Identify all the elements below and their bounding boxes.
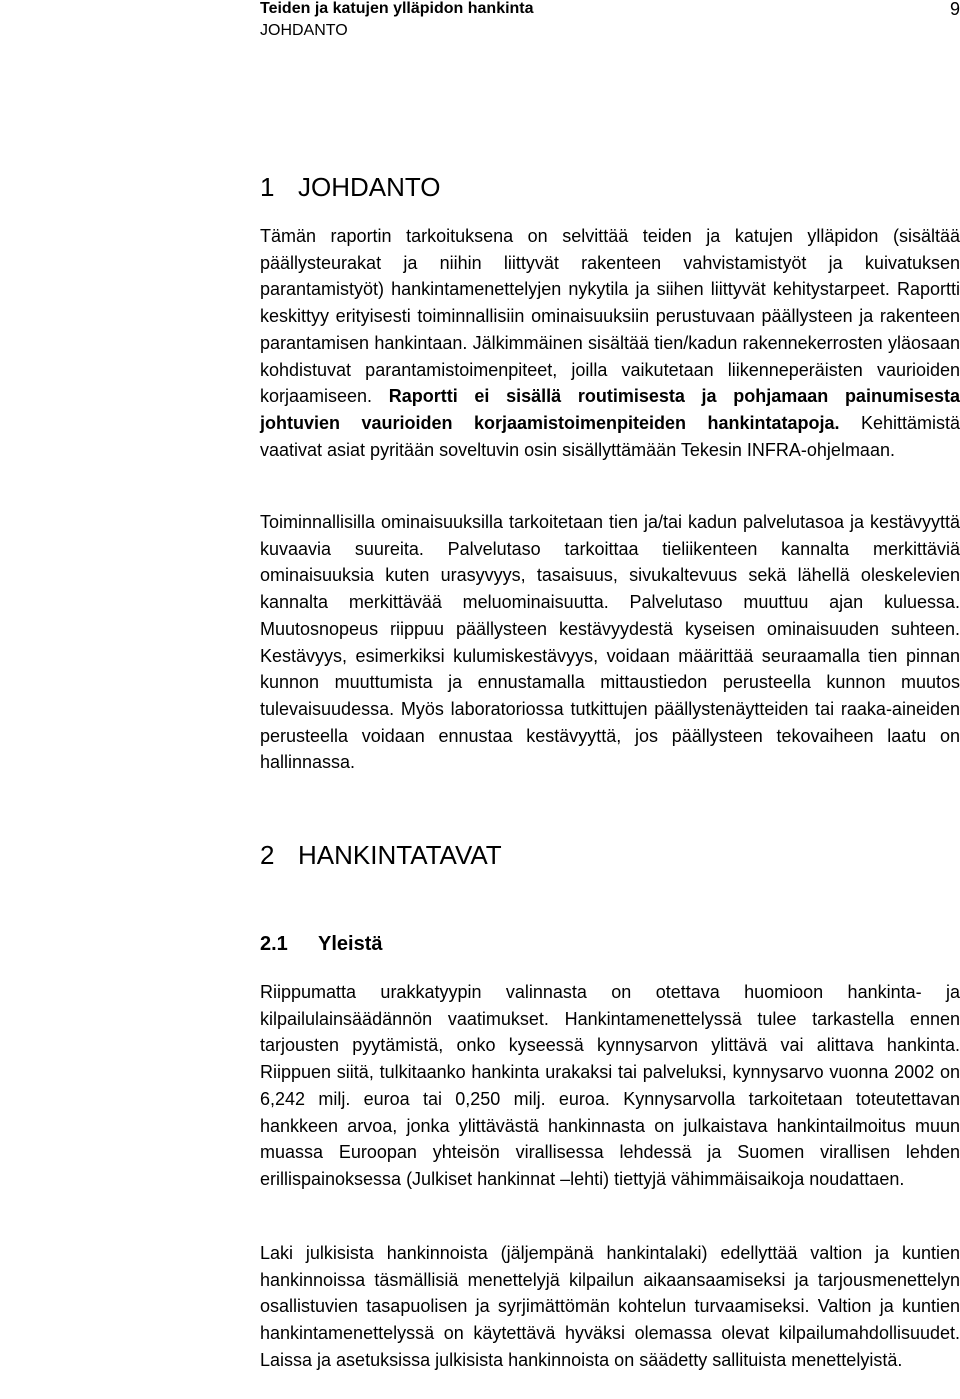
section-2-1-paragraph-2 bbox=[260, 1240, 960, 1374]
header-section: JOHDANTO bbox=[260, 22, 348, 39]
page-number: 9 bbox=[949, 0, 960, 19]
section-1-p1-text-c: Kehittämistä vaativat asiat pyritään soveltuvin osin sisällyttämään Tekesin INFRA-ohjelmaan. bbox=[260, 412, 960, 460]
section-1-p1-bold-text: Raportti ei sisällä routimisesta ja pohjamaan painumisesta johtuvien vaurioiden korjaamistoimenpiteiden hankintatapoja. bbox=[260, 386, 960, 433]
section-1-p2-text: Toiminnallisilla ominaisuuksilla tarkoitetaan tien ja/tai kadun palvelutasoa ja kestävyyttä kuvaavia suureita. Palvelutaso tarkoittaa tieliikenteen kannalta merkittäviä ominaisuuksia kuten urasyvyys, tasaisuus, sivukaltevuus sekä lähellä oleskelevien kannalta merkittävää meluominaisuutta. Palvelutaso muuttuu ajan kuluessa. Muutosnopeus riippuu päällysteen kestävyydestä kyseisen ominaisuuden suhteen. Kestävyys, esimerkiksi kulumiskestävyys, voidaan määrittää seuraamalla tien pinnan kunnon muuttumista ja ennustamalla mittaustiedon perusteella kunnon muutos tulevaisuudessa. Myös laboratoriossa tutkittujen päällystenäytteiden tai raaka-aineiden perusteella voidaan ennustaa kestävyyttä, jos päällysteen tekovaiheen laatu on hallinnassa. bbox=[260, 512, 960, 773]
section-2-number: 2 bbox=[260, 840, 275, 870]
page-header bbox=[260, 0, 960, 44]
section-2-1-paragraph-1 bbox=[260, 979, 960, 1193]
section-1-heading bbox=[260, 172, 960, 202]
header-title: Teiden ja katujen ylläpidon hankinta bbox=[260, 0, 534, 17]
section-2-1-p1-text: Riippumatta urakkatyypin valinnasta on otettava huomioon hankinta- ja kilpailulainsäädännön vaatimukset. Hankintamenettelyssä tulee tarkastella ennen tarjousten pyytämistä, onko kyseessä kynnysarvon ylittävä vai alittava hankinta. Riippuen siitä, tulkitaanko hankinta urakaksi tai palveluksi, kynnysarvo vuonna 2002 on 6,242 milj. euroa tai 0,250 milj. euroa. Kynnysarvolla tarkoitetaan toteutettavan hankkeen arvoa, jonka ylittävästä hankinnasta on julkaistava hankintailmoitus muun muassa Euroopan yhteisön virallisessa lehdessä ja Suomen virallisen lehden erillispainoksessa (Julkiset hankinnat –lehti) tiettyjä vähimmäisaikoja noudattaen. bbox=[260, 982, 960, 1189]
section-2-1-p2-text: Laki julkisista hankinnoista (jäljempänä hankintalaki) edellyttää valtion ja kuntien hankinnoissa täsmällisiä menettelyjä kilpailun aikaansaamiseksi ja tarjousmenettelyn osallistuvien tasapuolisen ja syrjimättömän kohtelun turvaamiseksi. Valtion ja kuntien hankintamenettelyssä on käytettävä hyväksi olemassa olevat kilpailumahdollisuudet. Laissa ja asetuksissa julkisista hankinnoista on säädetty sallituista menettelyistä. bbox=[260, 1243, 960, 1370]
section-2-1-title: Yleistä bbox=[318, 933, 383, 955]
section-1-number: 1 bbox=[260, 172, 275, 202]
section-2-1-heading bbox=[260, 932, 960, 956]
section-1-paragraph-1 bbox=[260, 223, 960, 463]
section-1-p1-text-a: Tämän raportin tarkoituksena on selvittää teiden ja katujen ylläpidon (sisältää päällysteurakat ja niihin liittyvät rakenteen vahvistamistyöt ja kuivatuksen parantamistyöt) hankintamenettelyjen nykytila ja siihen liittyvät kehitystarpeet. Raportti keskittyy erityisesti toiminnallisiin ominaisuuksiin perustuvaan päällysteen ja rakenteen parantamisen hankintaan. Jälkimmäinen sisältää tien/kadun rakennekerrosten yläosaan kohdistuvat parantamistoimenpiteet, joilla vaikutetaan liikenneperäisten vaurioiden korjaamiseen. bbox=[260, 226, 960, 407]
section-2-heading bbox=[260, 840, 960, 870]
section-1-title: JOHDANTO bbox=[298, 172, 441, 202]
section-2-title: HANKINTATAVAT bbox=[298, 840, 502, 870]
section-2-1-number: 2.1 bbox=[260, 933, 288, 955]
section-1-paragraph-2 bbox=[260, 509, 960, 776]
